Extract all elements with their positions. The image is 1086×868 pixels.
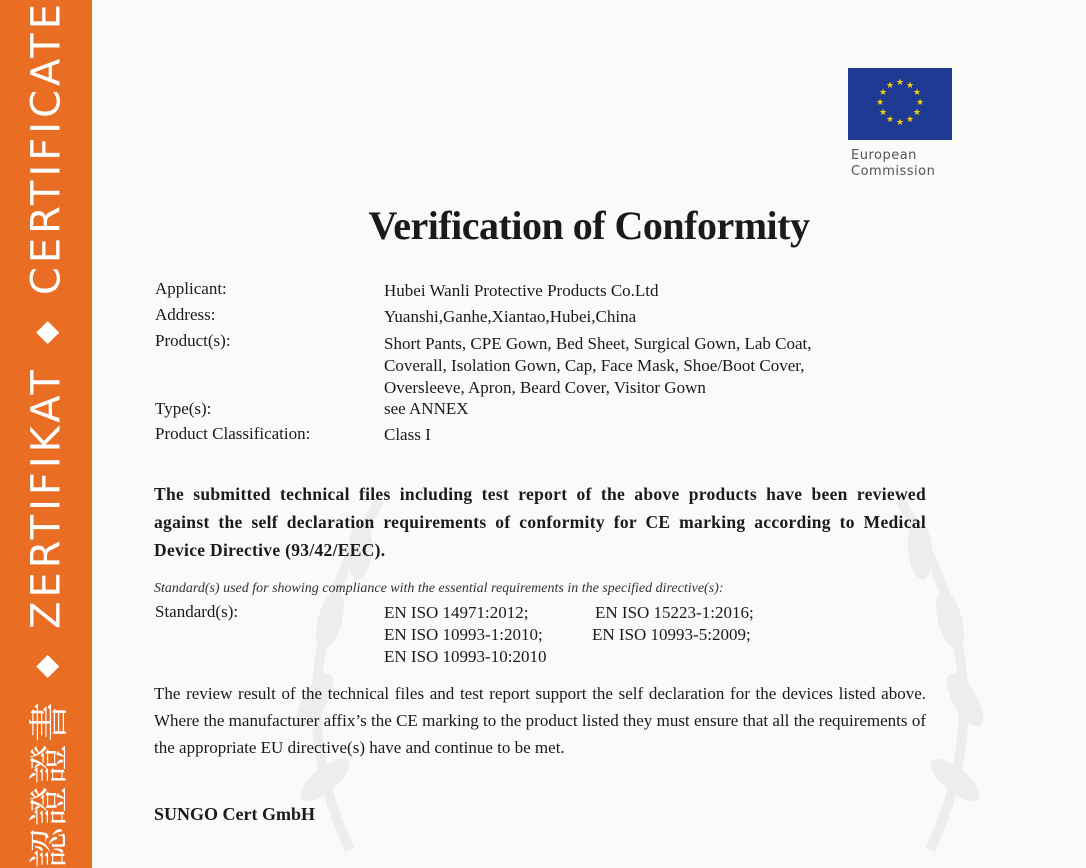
svg-text:★: ★ (885, 115, 895, 125)
products-line: Oversleeve, Apron, Beard Cover, Visitor Gown (384, 378, 706, 397)
svg-text:★: ★ (895, 78, 905, 88)
issuer-name: SUNGO Cert GmbH (154, 804, 315, 824)
applicant-label: Applicant: (155, 279, 227, 298)
diamond-icon: ◆ (28, 650, 64, 678)
svg-text:★: ★ (915, 98, 925, 108)
diamond-icon: ◆ (28, 317, 64, 345)
standard-item: EN ISO 10993-10:2010 (384, 647, 547, 666)
address-label: Address: (155, 305, 216, 324)
applicant-value: Hubei Wanli Protective Products Co.Ltd (384, 281, 659, 300)
address-value: Yuanshi,Ganhe,Xiantao,Hubei,China (384, 307, 637, 326)
svg-text:★: ★ (875, 98, 885, 108)
svg-text:★: ★ (912, 108, 922, 118)
standards-label: Standard(s): (155, 602, 239, 621)
svg-text:★: ★ (878, 108, 888, 118)
standard-item: EN ISO 10993-1:2010; (384, 625, 543, 644)
standard-item: EN ISO 10993-5:2009; (592, 625, 751, 644)
eu-line2: Commission (851, 164, 936, 179)
eu-stars-icon (848, 68, 952, 140)
svg-text:★: ★ (885, 81, 895, 91)
products-label: Product(s): (155, 331, 231, 350)
svg-text:★: ★ (895, 118, 905, 128)
eu-line1: European (851, 148, 917, 163)
side-band-certificate: CERTIFICATE (23, 0, 69, 296)
standard-item: EN ISO 14971:2012; (384, 603, 529, 622)
eu-flag-logo (848, 68, 952, 140)
certificate-side-band (0, 0, 92, 868)
svg-text:★: ★ (905, 115, 915, 125)
classification-value: Class I (384, 425, 431, 444)
svg-text:★: ★ (905, 81, 915, 91)
side-band-text (18, 0, 75, 868)
page-title: Verification of Conformity (368, 203, 810, 248)
classification-label: Product Classification: (155, 424, 311, 443)
standard-item: EN ISO 15223-1:2016; (595, 603, 754, 622)
review-paragraph: The review result of the technical files and test report support the self declaration for the devices listed above. Where the manufacturer affix’s the CE marking to the product listed they must ensure that all the requirements of the appropriate EU directive(s) have and continue to be met. (154, 684, 926, 757)
types-value: see ANNEX (384, 399, 469, 418)
products-line: Short Pants, CPE Gown, Bed Sheet, Surgical Gown, Lab Coat, (384, 334, 812, 353)
svg-text:★: ★ (912, 88, 922, 98)
svg-text:★: ★ (878, 88, 888, 98)
standards-note: Standard(s) used for showing compliance with the essential requirements in the specified directive(s): (154, 581, 724, 596)
conformity-statement: The submitted technical files including test report of the above products have been reviewed against the self declaration requirements of conformity for CE marking according to Medical Device Directive (93/42/EEC). (154, 484, 926, 560)
side-band-cjk: 認證證書 (26, 699, 73, 868)
eu-commission-label (851, 148, 935, 180)
products-line: Coverall, Isolation Gown, Cap, Face Mask, Shoe/Boot Cover, (384, 356, 805, 375)
types-label: Type(s): (155, 399, 212, 418)
side-band-zertifikat: ZERTIFIKAT (23, 366, 69, 629)
